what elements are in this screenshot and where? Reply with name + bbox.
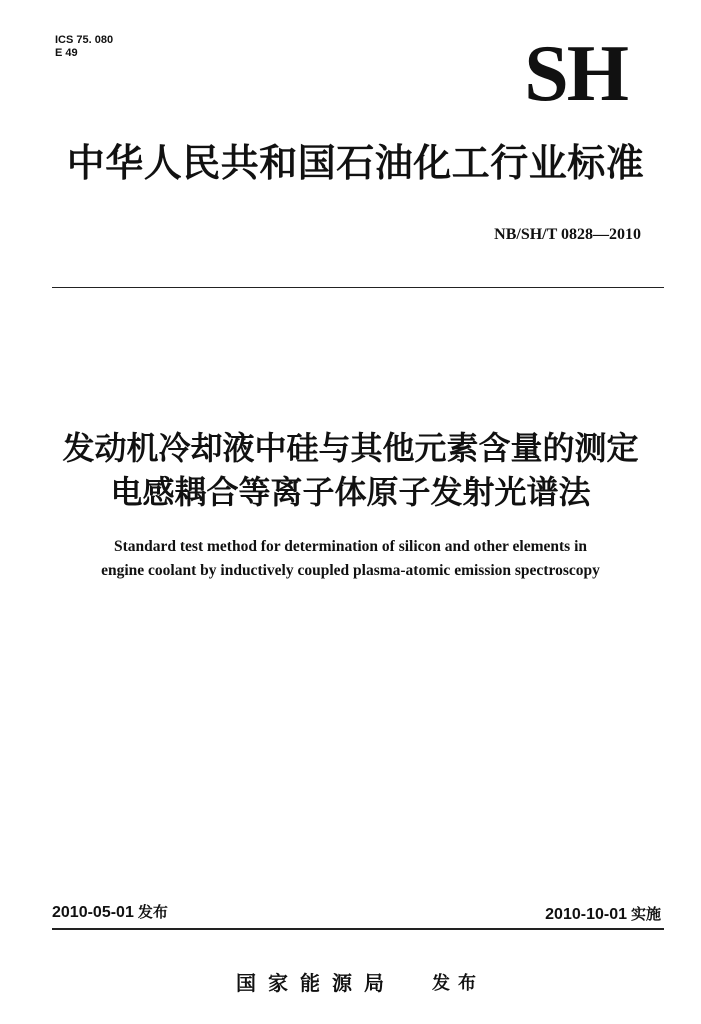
chinese-title-line-2: 电感耦合等离子体原子发射光谱法 [110, 473, 591, 511]
english-title-line-1: Standard test method for determination of silicon and other elements in [113, 538, 588, 555]
issuing-action: 发布 [432, 973, 484, 994]
issuing-authority: 国家能源局 [236, 971, 396, 995]
sh-logo: SH [524, 30, 627, 118]
implement-label: 实施 [630, 905, 661, 923]
implement-date: 2010-10-01 [545, 906, 627, 923]
top-divider [52, 287, 664, 288]
implement-date-block [545, 904, 661, 925]
ics-code: ICS 75. 080 [55, 34, 114, 46]
industry-standard-heading: 中华人民共和国石油化工行业标准 [66, 141, 645, 185]
standard-number: NB/SH/T 0828—2010 [494, 226, 641, 243]
issue-label: 发布 [137, 903, 168, 921]
english-title-line-2: engine coolant by inductively coupled plasma-atomic emission spectroscopy [101, 562, 600, 579]
issue-date-block [52, 902, 168, 923]
classification-codes [55, 34, 113, 60]
bottom-divider [52, 928, 664, 930]
ccs-code: E 49 [55, 47, 78, 59]
chinese-title-line-1: 发动机冷却液中硅与其他元素含量的测定 [62, 429, 639, 467]
issue-date: 2010-05-01 [52, 904, 134, 921]
